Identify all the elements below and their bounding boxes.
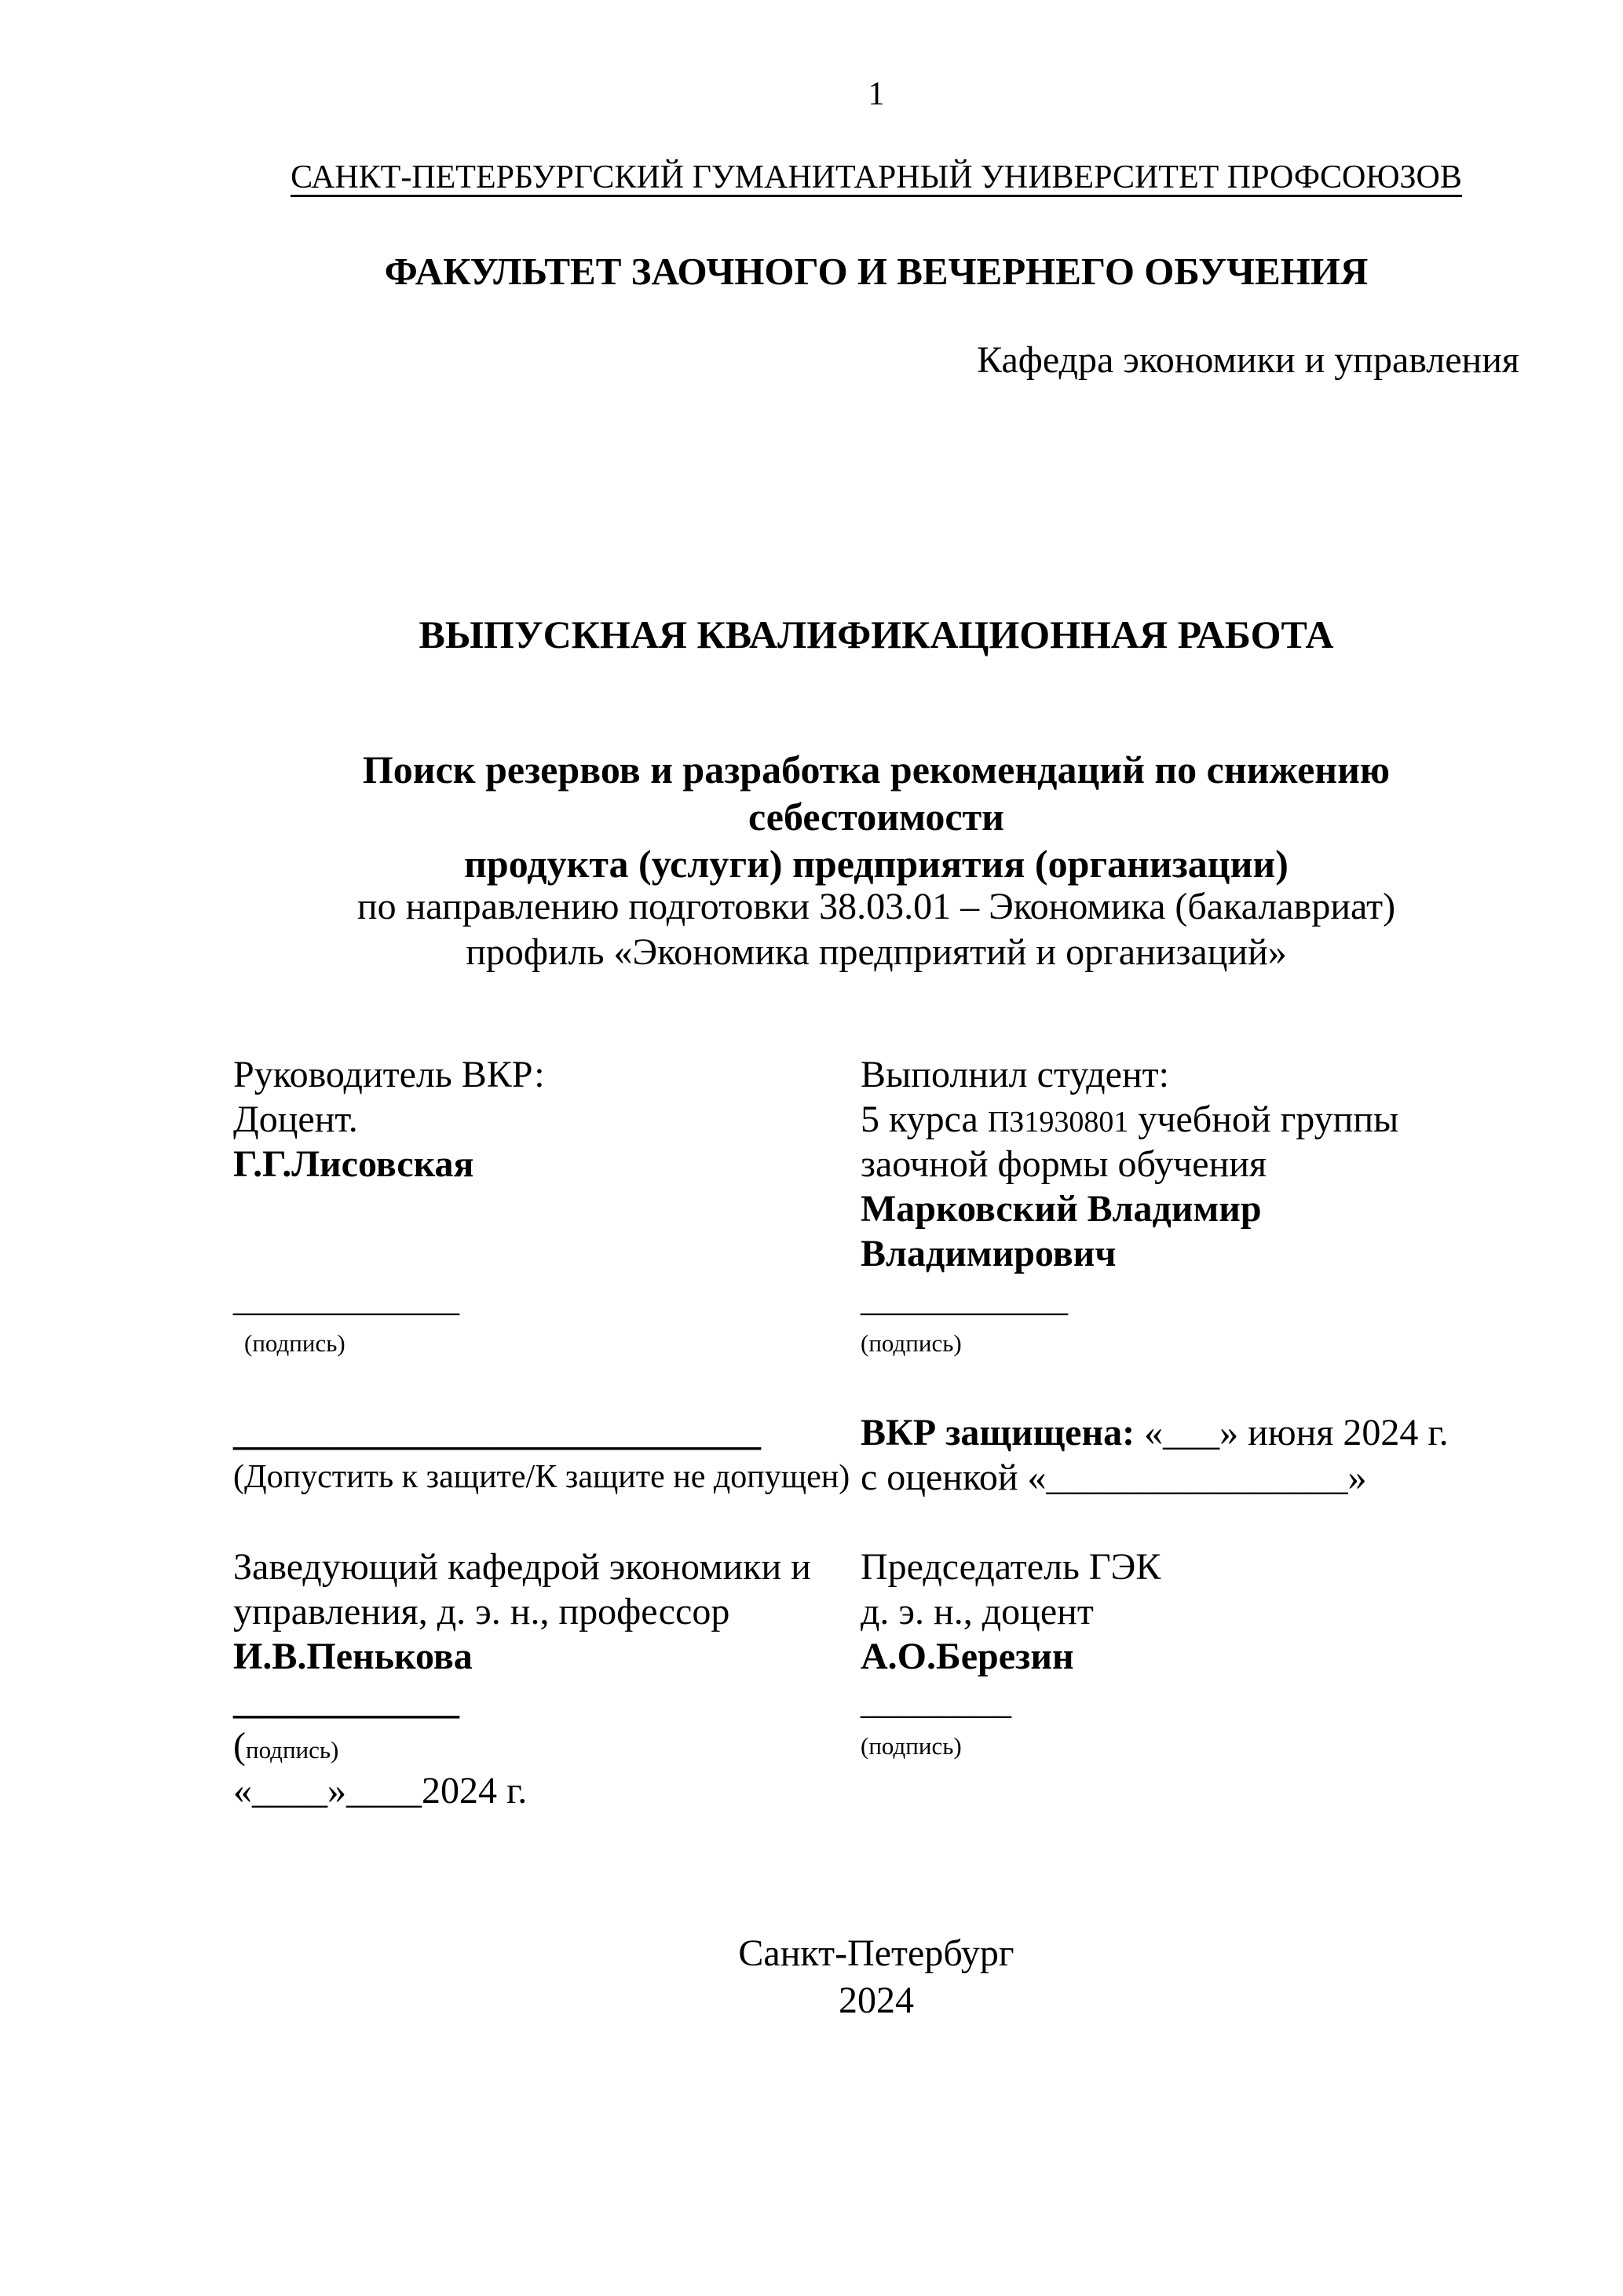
- thesis-title-line-2: продукта (услуги) предприятия (организации): [464, 842, 1289, 886]
- thesis-title: [233, 746, 1519, 887]
- city: Санкт-Петербург: [738, 1932, 1014, 1974]
- spacer: [861, 1366, 1536, 1410]
- supervisor-signature-caption: (подпись): [244, 1329, 345, 1357]
- page-number: 1: [868, 76, 885, 112]
- gec-chair-position-line-1: Председатель ГЭК: [861, 1546, 1161, 1588]
- right-column: [861, 1052, 1536, 1768]
- defense-grade-line: с оценкой «________________»: [861, 1457, 1367, 1498]
- supervisor-name: Г.Г.Лисовская: [233, 1143, 474, 1185]
- head-of-department-name: И.В.Пенькова: [233, 1636, 473, 1677]
- student-label: Выполнил студент:: [861, 1054, 1169, 1095]
- spacer: [233, 1500, 857, 1545]
- faculty-name: ФАКУЛЬТЕТ ЗАОЧНОГО И ВЕЧЕРНЕГО ОБУЧЕНИЯ: [384, 250, 1369, 293]
- spacer: [233, 1186, 857, 1231]
- admission-line: ____________________________: [233, 1412, 761, 1453]
- student-course-prefix: 5 курса: [861, 1099, 988, 1140]
- student-name-line-1: Марковский Владимир: [861, 1188, 1262, 1230]
- head-of-department-position-line-1: Заведующий кафедрой экономики и: [233, 1546, 811, 1588]
- head-of-department-date-line: «____»____2024 г.: [233, 1770, 528, 1812]
- supervisor-position: Доцент.: [233, 1099, 358, 1140]
- student-group-code: ПЗ1930801: [987, 1106, 1129, 1139]
- thesis-title-line-1: Поиск резервов и разработка рекомендаций по снижению себестоимости: [362, 748, 1391, 839]
- head-of-department-position-line-2: управления, д. э. н., профессор: [233, 1591, 730, 1632]
- student-group-line: [861, 1097, 1536, 1142]
- gec-chair-signature-line: ________: [861, 1680, 1011, 1722]
- city-year-block: [233, 1930, 1519, 2024]
- year: 2024: [839, 1980, 914, 2021]
- signature-caption-paren: (: [233, 1725, 246, 1767]
- university-name-text: САНКТ-ПЕТЕРБУРГСКИЙ ГУМАНИТАРНЫЙ УНИВЕРСИТЕТ ПРОФСОЮЗОВ: [291, 159, 1462, 196]
- spacer: [233, 1366, 857, 1410]
- study-profile: профиль «Экономика предприятий и организаций»: [466, 931, 1287, 973]
- spacer: [233, 1231, 857, 1276]
- student-signature-caption: (подпись): [861, 1329, 962, 1357]
- signature-caption-text: подпись): [245, 1736, 339, 1764]
- supervisor-label: Руководитель ВКР:: [233, 1054, 545, 1095]
- department-name: Кафедра экономики и управления: [977, 339, 1519, 381]
- left-column: [233, 1052, 857, 1813]
- student-signature-line: ___________: [861, 1278, 1068, 1319]
- admission-caption: (Допустить к защите/К защите не допущен): [233, 1459, 850, 1495]
- defense-date-text: «___» июня 2024 г.: [1135, 1412, 1449, 1453]
- defense-label: ВКР защищена:: [861, 1412, 1135, 1453]
- spacer: [861, 1500, 1536, 1545]
- gec-chair-name: А.О.Березин: [861, 1636, 1074, 1677]
- defense-date-line: [861, 1410, 1536, 1455]
- student-study-form: заочной формы обучения: [861, 1143, 1267, 1185]
- university-name: [233, 154, 1519, 201]
- head-of-department-signature-caption: [233, 1724, 857, 1768]
- gec-chair-position-line-2: д. э. н., доцент: [861, 1591, 1094, 1632]
- supervisor-signature-line: ____________: [233, 1278, 459, 1319]
- study-program-block: [233, 884, 1519, 975]
- study-direction: по направлению подготовки 38.03.01 – Экономика (бакалавриат): [356, 886, 1396, 927]
- work-type-heading: ВЫПУСКНАЯ КВАЛИФИКАЦИОННАЯ РАБОТА: [419, 612, 1334, 656]
- student-name-line-2: Владимирович: [861, 1233, 1117, 1274]
- student-course-suffix: учебной группы: [1128, 1099, 1399, 1140]
- head-of-department-signature-line: ____________: [233, 1680, 459, 1722]
- gec-chair-signature-caption: (подпись): [861, 1732, 962, 1760]
